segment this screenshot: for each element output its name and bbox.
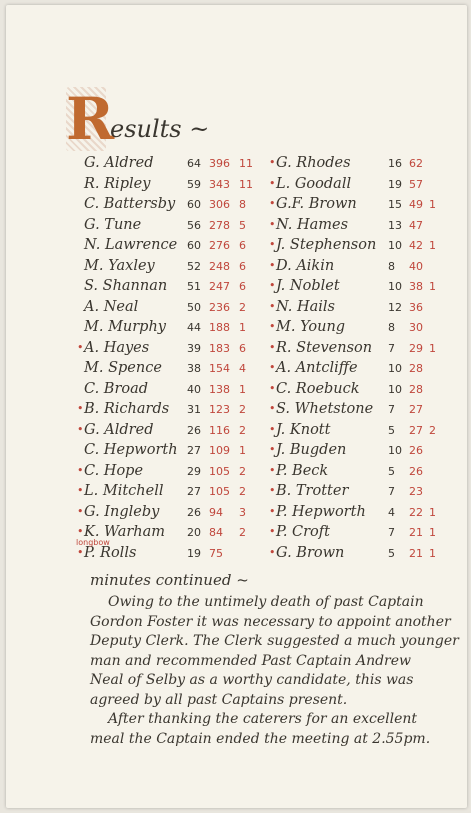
result-score: 22 [409,505,423,519]
result-name: L. Goodall [276,175,352,192]
result-extra: 2 [239,485,246,498]
result-name: M. Spence [84,360,162,376]
result-name: J. Bugden [276,442,347,458]
red-dot-marker-icon: • [77,504,84,518]
result-name: L. Mitchell [84,483,164,499]
result-name: P. Beck [276,462,329,479]
result-score: 21 [409,546,423,560]
result-extra: 2 [239,403,246,416]
result-name: G. Tune [84,216,142,233]
result-row [77,401,264,422]
red-dot-marker-icon: • [269,156,276,169]
red-dot-marker-icon: • [269,238,276,251]
result-name: J. Knott [276,421,331,438]
result-row [269,339,451,361]
result-score: 396 [209,157,230,170]
result-count: 40 [187,382,201,396]
minutes-line: Neal of Selby as a worthy candidate, this was [90,672,414,688]
result-count: 27 [187,444,201,457]
result-score: 306 [209,198,230,211]
result-count: 19 [388,177,402,191]
result-count: 7 [388,485,395,498]
result-count: 38 [187,362,201,375]
result-row [77,421,264,443]
result-score: 62 [409,157,423,170]
result-score: 36 [409,300,423,314]
result-row [269,360,451,381]
result-extra: 1 [239,382,246,396]
result-row [77,503,264,525]
result-name: G. Ingleby [84,503,160,520]
red-dot-marker-icon: • [269,463,276,477]
result-extra: 1 [429,239,436,252]
result-count: 10 [388,382,402,396]
result-score: 343 [209,177,230,191]
result-count: 26 [187,423,201,437]
result-score: 109 [209,444,230,457]
red-dot-marker-icon: • [269,443,276,456]
result-name: C. Broad [84,380,149,397]
result-name: N. Lawrence [84,237,178,253]
result-score: 94 [209,505,223,519]
result-extra: 8 [239,198,246,211]
result-name: B. Trotter [276,483,349,499]
result-score: 28 [409,362,423,375]
page [6,5,467,808]
result-row [77,462,264,484]
red-dot-marker-icon: • [77,484,84,497]
result-name: P. Rolls [84,544,137,561]
result-name: S. Whetstone [276,401,374,417]
result-name: A. Hayes [84,339,150,356]
result-extra: 6 [239,239,246,252]
result-score: 138 [209,382,230,396]
results-left-column [77,155,264,565]
result-row [269,155,451,176]
result-row [269,462,451,484]
red-dot-marker-icon: • [269,176,276,190]
result-extra: 2 [239,464,246,478]
result-count: 56 [187,218,201,232]
result-row [269,421,451,443]
result-row [84,237,264,258]
result-extra: 2 [429,423,436,437]
result-count: 10 [388,362,402,375]
result-count: 7 [388,403,395,416]
result-extra: 3 [239,505,246,519]
result-extra: 11 [239,157,253,170]
red-dot-marker-icon: • [77,402,84,415]
result-extra: 6 [239,341,246,355]
result-extra: 1 [429,546,436,560]
result-count: 60 [187,239,201,252]
result-extra: 1 [239,444,246,457]
result-row [84,278,264,299]
result-count: 10 [388,280,402,293]
result-score: 105 [209,464,230,478]
result-score: 276 [209,239,230,252]
result-score: 154 [209,362,230,375]
result-count: 5 [388,423,395,437]
red-dot-marker-icon: • [269,279,276,292]
result-score: 26 [409,444,423,457]
result-count: 13 [388,218,402,232]
result-score: 247 [209,280,230,293]
result-name: P. Hepworth [276,503,366,520]
result-name: M. Young [276,319,346,335]
result-count: 5 [388,546,395,560]
result-extra: 2 [239,526,246,539]
red-dot-marker-icon: • [269,258,276,272]
result-score: 28 [409,382,423,396]
result-extra: 1 [429,280,436,293]
results-heading-text: esults ~ [110,115,210,143]
result-row [269,442,451,463]
result-score: 183 [209,341,230,355]
result-extra: 4 [239,362,246,375]
red-dot-marker-icon: • [269,381,276,395]
result-row [269,298,451,320]
red-dot-marker-icon: • [269,545,276,559]
result-name: N. Hames [276,216,349,233]
result-row [269,483,451,504]
result-row [269,319,451,340]
result-score: 123 [209,403,230,416]
result-extra: 5 [239,218,246,232]
result-score: 75 [209,546,223,560]
red-dot-marker-icon: • [269,525,276,538]
result-count: 64 [187,157,201,170]
result-row [269,401,451,422]
red-dot-marker-icon: • [269,402,276,415]
result-score: 21 [409,526,423,539]
illuminated-dropcap: R [66,85,115,153]
result-name: R. Ripley [84,175,151,192]
result-extra: 2 [239,300,246,314]
result-count: 10 [388,444,402,457]
result-count: 39 [187,341,201,355]
longbow-note: longbow [76,538,110,547]
result-row [269,524,451,545]
red-dot-marker-icon: • [269,484,276,497]
result-row [84,299,264,320]
red-dot-marker-icon: • [269,422,276,436]
result-extra: 6 [239,259,246,273]
minutes-line: Owing to the untimely death of past Captain [108,594,424,610]
result-score: 29 [409,341,423,355]
result-extra: 1 [239,321,246,334]
result-extra: 6 [239,280,246,293]
result-count: 26 [187,505,201,519]
result-extra: 1 [429,505,436,519]
result-row [84,155,264,176]
result-count: 51 [187,280,201,293]
result-count: 31 [187,403,201,416]
result-extra: 11 [239,177,253,191]
result-count: 8 [388,321,395,334]
result-name: C. Hope [84,462,144,479]
red-dot-marker-icon: • [269,299,276,313]
result-row [84,319,264,340]
result-score: 42 [409,239,423,252]
result-row [269,257,451,279]
result-row [269,237,451,258]
result-name: A. Neal [84,298,139,315]
result-score: 38 [409,280,423,293]
result-name: P. Croft [276,524,330,540]
red-dot-marker-icon: • [269,197,276,210]
result-score: 248 [209,259,230,273]
result-count: 20 [187,526,201,539]
red-dot-marker-icon: • [269,361,276,374]
result-extra: 1 [429,198,436,211]
result-name: B. Richards [84,401,170,417]
result-score: 278 [209,218,230,232]
result-count: 7 [388,526,395,539]
result-row [84,176,264,197]
result-score: 188 [209,321,230,334]
minutes-section [90,571,460,749]
result-score: 57 [409,177,423,191]
minutes-line: agreed by all past Captains present. [90,691,348,708]
result-row [84,360,264,381]
result-count: 10 [388,239,402,252]
result-name: M. Yaxley [84,257,155,274]
red-dot-marker-icon: • [269,217,276,231]
result-row [269,380,451,402]
minutes-line: Gordon Foster it was necessary to appoint another [90,613,451,630]
result-name: M. Murphy [84,319,166,335]
result-count: 52 [187,259,201,273]
result-count: 27 [187,485,201,498]
result-row [77,483,264,504]
result-name: K. Warham [84,524,166,540]
result-count: 8 [388,259,395,273]
result-score: 105 [209,485,230,498]
result-score: 47 [409,218,423,232]
minutes-line: meal the Captain ended the meeting at 2.55pm. [90,730,431,747]
result-score: 116 [209,423,230,437]
result-count: 16 [388,157,402,170]
result-row [269,544,451,566]
result-count: 5 [388,464,395,478]
minutes-line: man and recommended Past Captain Andrew [90,652,412,669]
result-count: 50 [187,300,201,314]
result-score: 236 [209,300,230,314]
result-score: 40 [409,259,423,273]
result-row [269,175,451,197]
result-extra: 1 [429,526,436,539]
result-name: C. Hepworth [84,442,178,458]
minutes-title: minutes continued ~ [90,571,249,589]
red-dot-marker-icon: • [77,422,84,436]
results-right-column [269,155,451,565]
red-dot-marker-icon: • [269,340,276,354]
result-score: 30 [409,321,423,334]
result-name: J. Stephenson [276,237,377,253]
result-row [77,544,264,566]
red-dot-marker-icon: • [269,504,276,518]
result-score: 23 [409,485,423,498]
result-count: 19 [187,546,201,560]
result-row [269,278,451,299]
result-score: 26 [409,464,423,478]
result-name: C. Roebuck [276,380,360,397]
result-score: 27 [409,403,423,416]
result-extra: 2 [239,423,246,437]
result-name: N. Hails [276,298,335,315]
result-row [84,442,264,463]
result-count: 12 [388,300,402,314]
result-count: 44 [187,321,201,334]
result-name: G. Aldred [84,155,154,171]
minutes-line: After thanking the caterers for an excellent [108,711,418,727]
result-extra: 1 [429,341,436,355]
result-count: 7 [388,341,395,355]
result-row [84,258,264,279]
result-name: J. Noblet [276,278,340,294]
result-count: 59 [187,177,201,191]
red-dot-marker-icon: • [269,320,276,333]
result-row [84,381,264,402]
result-count: 29 [187,464,201,478]
red-dot-marker-icon: • [77,463,84,477]
result-score: 84 [209,526,223,539]
result-score: 27 [409,423,423,437]
result-row [269,503,451,525]
result-name: A. Antcliffe [276,360,358,376]
result-name: S. Shannan [84,278,168,294]
result-name: G. Rhodes [276,155,351,171]
red-dot-marker-icon: • [77,340,84,354]
result-row [77,524,264,545]
result-row [84,217,264,238]
result-row [84,196,264,217]
result-row [269,196,451,217]
result-count: 4 [388,505,395,519]
result-row [77,339,264,361]
red-dot-marker-icon: • [77,525,84,538]
result-name: G. Aldred [84,421,154,438]
result-count: 60 [187,198,201,211]
result-score: 49 [409,198,423,211]
result-name: G.F. Brown [276,196,357,212]
result-row [269,216,451,238]
result-name: G. Brown [276,544,345,561]
result-name: D. Aikin [276,257,335,274]
result-name: C. Battersby [84,196,176,212]
result-count: 15 [388,198,402,211]
result-name: R. Stevenson [276,339,373,356]
minutes-line: Deputy Clerk. The Clerk suggested a much younger [90,633,459,649]
red-dot-marker-icon: • [77,545,84,559]
